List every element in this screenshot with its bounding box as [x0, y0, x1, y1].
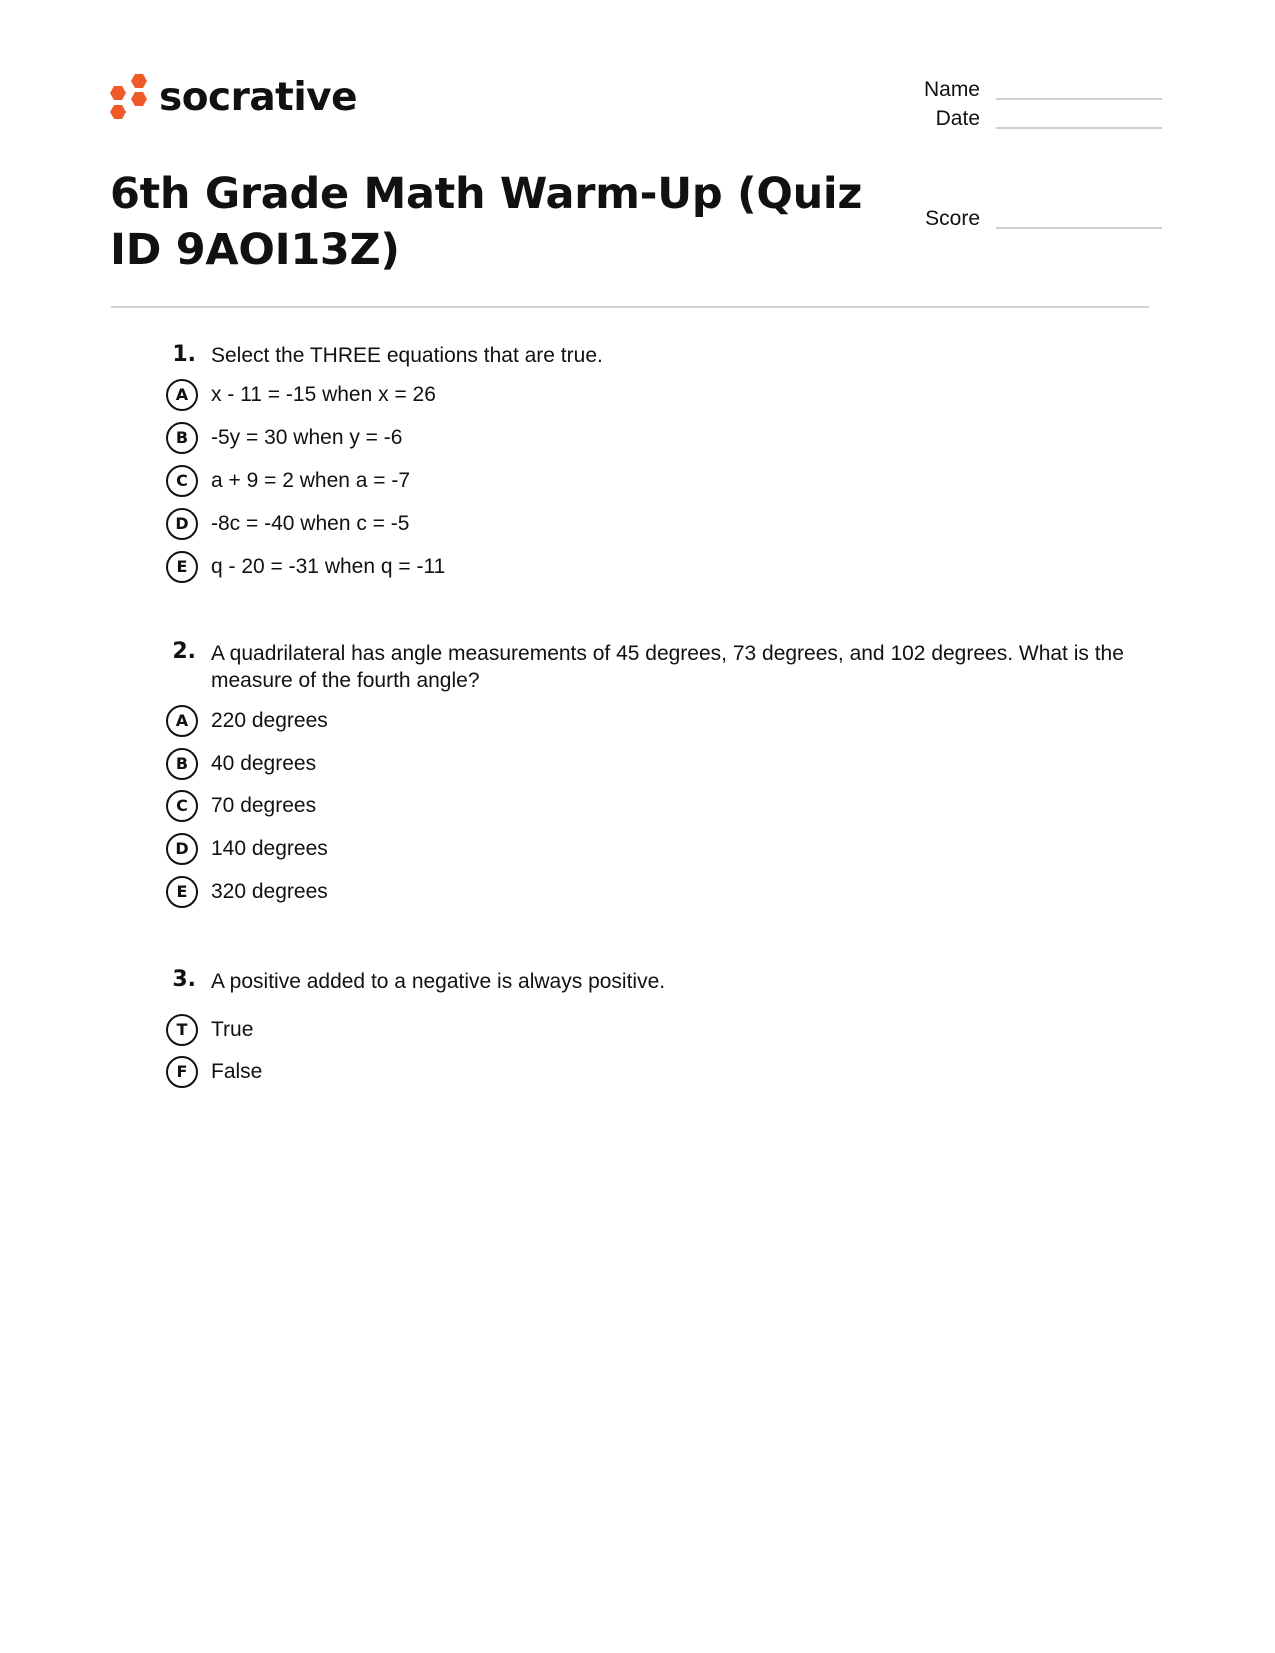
- option-text: x - 11 = -15 when x = 26: [211, 383, 436, 406]
- question-number: 2.: [172, 639, 196, 664]
- score-label: Score: [925, 207, 980, 230]
- answer-bubble-a[interactable]: A: [166, 379, 198, 411]
- answer-bubble-d[interactable]: D: [166, 508, 198, 540]
- page-title: 6th Grade Math Warm-Up (Quiz ID 9AOI13Z): [110, 169, 863, 275]
- name-label: Name: [923, 78, 980, 101]
- header-divider: [111, 306, 1149, 308]
- option-a[interactable]: [166, 705, 328, 737]
- answer-bubble-c[interactable]: C: [166, 790, 198, 822]
- answer-bubble-e[interactable]: E: [166, 876, 198, 908]
- option-text: q - 20 = -31 when q = -11: [211, 555, 446, 578]
- option-text: -8c = -40 when c = -5: [211, 512, 410, 535]
- question-text: Select the THREE equations that are true.: [211, 344, 603, 367]
- score-field[interactable]: [996, 227, 1162, 229]
- option-text: 220 degrees: [211, 709, 328, 732]
- question-text: A positive added to a negative is always positive.: [211, 970, 666, 993]
- question-text: A quadrilateral has angle measurements of 45 degrees, 73 degrees, and 102 degrees. What is the measure of the fourth angle?: [211, 642, 1124, 692]
- answer-bubble-a[interactable]: A: [166, 705, 198, 737]
- option-text: False: [211, 1060, 263, 1083]
- option-a[interactable]: [166, 379, 436, 411]
- socrative-wordmark: socrative: [159, 75, 358, 120]
- option-c[interactable]: [166, 465, 410, 497]
- option-text: 140 degrees: [211, 837, 328, 860]
- option-d[interactable]: [166, 833, 328, 865]
- date-field[interactable]: [996, 127, 1162, 129]
- option-text: 70 degrees: [211, 794, 317, 817]
- option-c[interactable]: [166, 790, 316, 822]
- answer-bubble-e[interactable]: E: [166, 551, 198, 583]
- question-number: 1.: [172, 342, 196, 367]
- option-text: -5y = 30 when y = -6: [211, 426, 403, 449]
- answer-bubble-c[interactable]: C: [166, 465, 198, 497]
- option-text: 40 degrees: [211, 752, 317, 775]
- answer-bubble-d[interactable]: D: [166, 833, 198, 865]
- option-e[interactable]: [166, 876, 328, 908]
- option-true[interactable]: [166, 1014, 253, 1046]
- answer-bubble-b[interactable]: B: [166, 748, 198, 780]
- date-label: Date: [935, 107, 980, 130]
- answer-bubble-t[interactable]: T: [166, 1014, 198, 1046]
- question-number: 3.: [172, 967, 196, 992]
- option-false[interactable]: [166, 1056, 262, 1088]
- option-text: a + 9 = 2 when a = -7: [211, 469, 411, 492]
- answer-bubble-b[interactable]: B: [166, 422, 198, 454]
- name-field[interactable]: [996, 98, 1162, 100]
- option-text: 320 degrees: [211, 880, 328, 903]
- socrative-logo-icon: [110, 72, 150, 122]
- option-d[interactable]: [166, 508, 409, 540]
- option-b[interactable]: [166, 422, 402, 454]
- option-b[interactable]: [166, 748, 316, 780]
- option-e[interactable]: [166, 551, 445, 583]
- option-text: True: [211, 1018, 254, 1041]
- answer-bubble-f[interactable]: F: [166, 1056, 198, 1088]
